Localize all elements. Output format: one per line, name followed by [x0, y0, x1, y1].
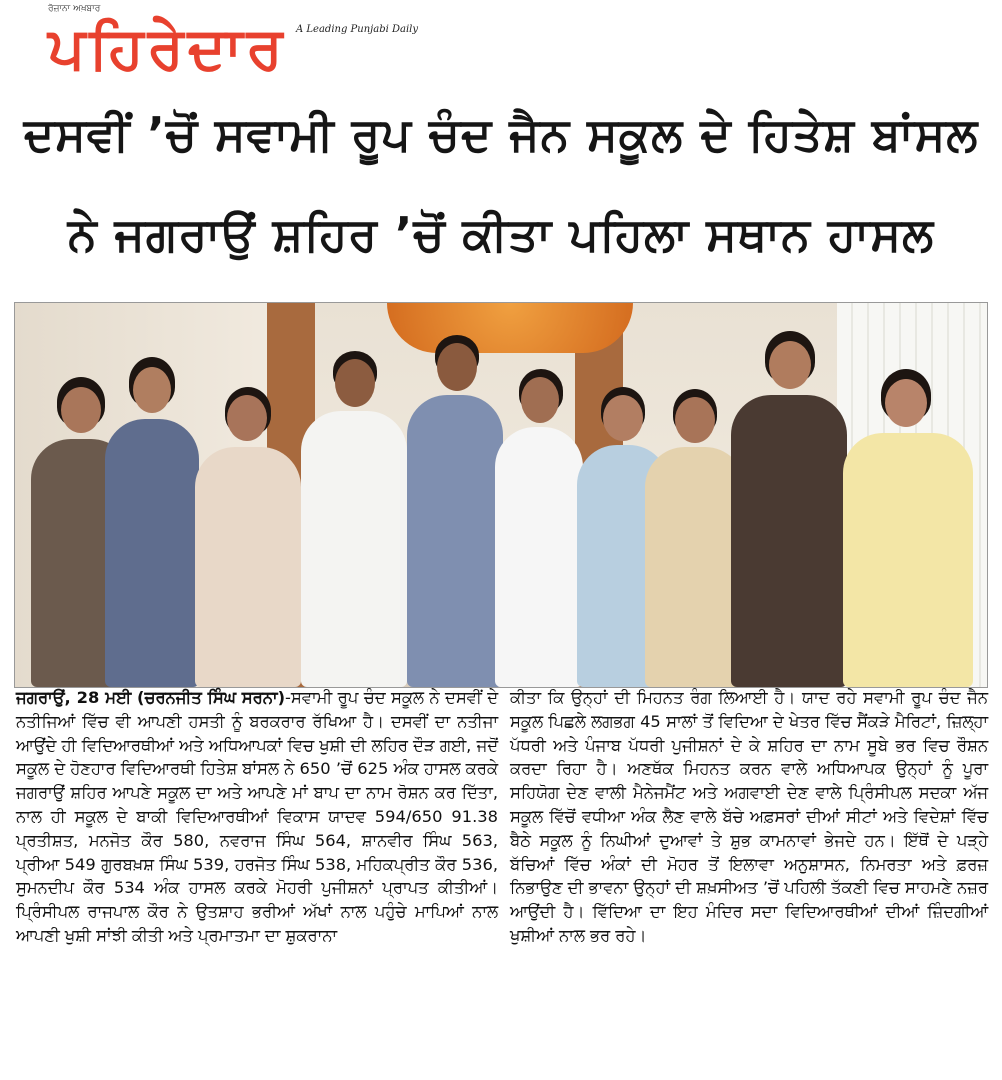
- person-figure: [493, 369, 585, 687]
- article-column-2: [510, 686, 988, 1076]
- person-figure: [101, 357, 201, 687]
- article-column-1: [16, 686, 498, 1076]
- person-figure: [727, 331, 851, 687]
- person-figure: [297, 351, 409, 687]
- article-dateline: ਜਗਰਾਉਂ, 28 ਮਈ (ਚਰਨਜੀਤ ਸਿੰਘ ਸਰਨਾ): [16, 688, 286, 707]
- masthead-tagline: A Leading Punjabi Daily: [296, 24, 419, 35]
- article-body-1: -ਸਵਾਮੀ ਰੂਪ ਚੰਦ ਸਕੂਲ ਨੇ ਦਸਵੀਂ ਦੇ ਨਤੀਜਿਆਂ ਵਿੱਚ ਵੀ ਆਪਣੀ ਹਸਤੀ ਨੂੰ ਬਰਕਰਾਰ ਰੱਖਿਆ ਹੈ। ਦਸਵੀਂ ਦਾ ਨਤੀਜਾ ਆਉਂਦੇ ਹੀ ਵਿਦਿਆਰਥੀਆਂ ਅਤੇ ਅਧਿਆਪਕਾਂ ਵਿਚ ਖੁਸ਼ੀ ਦੀ ਲਹਿਰ ਦੌੜ ਗਈ, ਜਦੋਂ ਸਕੂਲ ਦੇ ਹੋਣਹਾਰ ਵਿਦਿਆਰਥੀ ਹਿਤੇਸ਼ ਬਾਂਸਲ ਨੇ 650 ’ਚੋਂ 625 ਅੰਕ ਹਾਸਲ ਕਰਕੇ ਜਗਰਾਉਂ ਸ਼ਹਿਰ ਆਪਣੇ ਸਕੂਲ ਦਾ ਅਤੇ ਆਪਣੇ ਮਾਂ ਬਾਪ ਦਾ ਨਾਮ ਰੋਸ਼ਨ ਕਰ ਦਿੱਤਾ, ਨਾਲ ਹੀ ਸਕੂਲ ਦੇ ਬਾਕੀ ਵਿਦਿਆਰਥੀਆਂ ਵਿਕਾਸ ਯਾਦਵ 594/650 91.38 ਪ੍ਰਤੀਸ਼ਤ, ਮਨਜੋਤ ਕੌਰ 580, ਨਵਰਾਜ ਸਿੰਘ 564, ਸ਼ਾਨਵੀਰ ਸਿੰਘ 563, ਪ੍ਰੀਆ 549 ਗੁਰਬਖ਼ਸ਼ ਸਿੰਘ 539, ਹਰਜੋਤ ਸਿੰਘ 538, ਮਹਿਕਪ੍ਰੀਤ ਕੌਰ 536, ਸੁਮਨਦੀਪ ਕੌਰ 534 ਅੰਕ ਹਾਸਲ ਕਰਕੇ ਮੋਹਰੀ ਪੁਜੀਸ਼ਨਾਂ ਪ੍ਰਾਪਤ ਕੀਤੀਆਂ। ਪ੍ਰਿੰਸੀਪਲ ਰਾਜਪਾਲ ਕੌਰ ਨੇ ਉਤਸ਼ਾਹ ਭਰੀਆਂ ਅੱਖਾਂ ਨਾਲ ਪਹੁੰਚੇ ਮਾਪਿਆਂ ਨਾਲ ਆਪਣੀ ਖੁਸ਼ੀ ਸਾਂਝੀ ਕੀਤੀ ਅਤੇ ਪ੍ਰਮਾਤਮਾ ਦਾ ਸ਼ੁਕਰਾਨਾ: [16, 688, 499, 945]
- newspaper-logo: ਪਹਿਰੇਦਾਰ: [48, 14, 287, 82]
- person-figure: [191, 387, 303, 687]
- headline-line-1: ਦਸਵੀਂ ’ਚੋਂ ਸਵਾਮੀ ਰੂਪ ਚੰਦ ਜੈਨ ਸਕੂਲ ਦੇ ਹਿਤੇਸ਼ ਬਾਂਸਲ: [23, 107, 979, 161]
- person-figure: [405, 335, 505, 687]
- news-photo: [14, 302, 988, 688]
- masthead: [0, 0, 1002, 88]
- headline-line-2: ਨੇ ਜਗਰਾਉਂ ਸ਼ਹਿਰ ’ਚੋਂ ਕੀਤਾ ਪਹਿਲਾ ਸਥਾਨ ਹਾਸਲ: [67, 207, 935, 261]
- masthead-small-tag: ਰੋਜ਼ਾਨਾ ਅਖ਼ਬਾਰ: [48, 4, 101, 14]
- person-figure: [837, 369, 977, 687]
- article-body-2: ਕੀਤਾ ਕਿ ਉਨ੍ਹਾਂ ਦੀ ਮਿਹਨਤ ਰੰਗ ਲਿਆਈ ਹੈ। ਯਾਦ ਰਹੇ ਸਵਾਮੀ ਰੂਪ ਚੰਦ ਜੈਨ ਸਕੂਲ ਪਿਛਲੇ ਲਗਭਗ 45 ਸਾਲਾਂ ਤੋਂ ਵਿਦਿਆ ਦੇ ਖੇਤਰ ਵਿੱਚ ਸੈਂਕੜੇ ਮੈਰਿਟਾਂ, ਜ਼ਿਲ੍ਹਾ ਪੱਧਰੀ ਅਤੇ ਪੰਜਾਬ ਪੱਧਰੀ ਪੁਜੀਸ਼ਨਾਂ ਦੇ ਕੇ ਸ਼ਹਿਰ ਦਾ ਨਾਮ ਸੂਬੇ ਭਰ ਵਿਚ ਰੌਸ਼ਨ ਕਰਦਾ ਰਿਹਾ ਹੈ। ਅਣਥੱਕ ਮਿਹਨਤ ਕਰਨ ਵਾਲੇ ਅਧਿਆਪਕ ਉਨ੍ਹਾਂ ਨੂੰ ਪੂਰਾ ਸਹਿਯੋਗ ਦੇਣ ਵਾਲੀ ਮੈਨੇਜਮੈਂਟ ਅਤੇ ਅਗਵਾਈ ਦੇਣ ਵਾਲੇ ਪ੍ਰਿੰਸੀਪਲ ਸਦਕਾ ਅੱਜ ਸਕੂਲ ਵਿੱਚੋਂ ਵਧੀਆ ਅੰਕ ਲੈਣ ਵਾਲੇ ਬੱਚੇ ਅਫ਼ਸਰਾਂ ਦੀਆਂ ਸੀਟਾਂ ਅਤੇ ਵਿਦੇਸ਼ਾਂ ਵਿੱਚ ਬੈਠੇ ਸਕੂਲ ਨੂੰ ਨਿਘੀਆਂ ਦੁਆਵਾਂ ਤੇ ਸ਼ੁਭ ਕਾਮਨਾਵਾਂ ਭੇਜਦੇ ਹਨ। ਇੱਥੋਂ ਦੇ ਪੜ੍ਹੇ ਬੱਚਿਆਂ ਵਿੱਚ ਅੰਕਾਂ ਦੀ ਮੋਹਰ ਤੋਂ ਇਲਾਵਾ ਅਨੁਸ਼ਾਸਨ, ਨਿਮਰਤਾ ਅਤੇ ਫ਼ਰਜ਼ ਨਿਭਾਉਣ ਦੀ ਭਾਵਨਾ ਉਨ੍ਹਾਂ ਦੀ ਸ਼ਖ਼ਸੀਅਤ ’ਚੋਂ ਪਹਿਲੀ ਤੱਕਣੀ ਵਿਚ ਸਾਹਮਣੇ ਨਜ਼ਰ ਆਉਂਦੀ ਹੈ। ਵਿੱਦਿਆ ਦਾ ਇਹ ਮੰਦਿਰ ਸਦਾ ਵਿਦਿਆਰਥੀਆਂ ਦੀਆਂ ਜ਼ਿੰਦਗੀਆਂ ਖੁਸ਼ੀਆਂ ਨਾਲ ਭਰ ਰਹੇ।: [510, 688, 988, 945]
